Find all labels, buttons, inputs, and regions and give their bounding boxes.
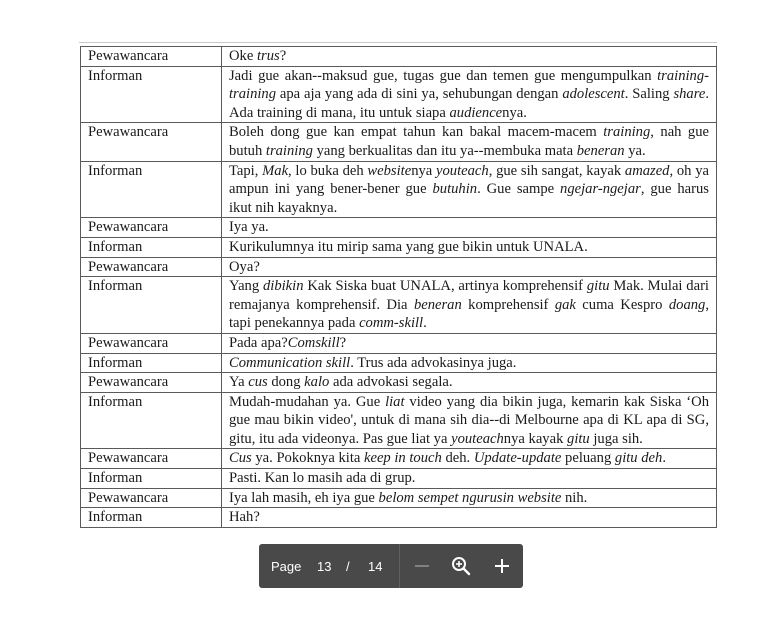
speaker-cell: Pewawancara: [81, 373, 222, 393]
italic-text-segment: gitu: [567, 430, 590, 447]
italic-text-segment: Mak: [262, 162, 289, 179]
text-segment: cuma Kespro: [575, 296, 669, 313]
current-page-number[interactable]: 13: [317, 559, 332, 574]
italic-text-segment: gitu deh: [614, 450, 663, 467]
speaker-cell: Informan: [81, 353, 222, 373]
speaker-cell: Pewawancara: [81, 123, 222, 161]
utterance-cell: [222, 161, 717, 218]
italic-text-segment: liat: [385, 393, 405, 410]
transcript-row: [81, 449, 717, 469]
text-segment: , oh ya ampun ini yang bener-bener gue: [229, 162, 709, 198]
italic-text-segment: Comskill: [287, 334, 340, 351]
utterance-cell: [222, 47, 717, 67]
text-segment: Mudah-mudahan ya. Gue: [229, 393, 386, 410]
italic-text-segment: Update-update: [473, 450, 562, 467]
zoom-out-button[interactable]: [409, 553, 435, 579]
text-segment: yang berkualitas dan itu ya--membuka mata: [312, 142, 577, 159]
text-segment: nya kayak: [503, 430, 568, 447]
speaker-cell: Informan: [81, 392, 222, 449]
text-segment: Tapi,: [229, 162, 263, 179]
speaker-cell: Pewawancara: [81, 218, 222, 238]
text-segment: , lo buka deh: [288, 162, 368, 179]
text-segment: peluang: [561, 450, 615, 467]
text-segment: nya: [411, 162, 437, 179]
italic-text-segment: adolescent: [562, 86, 625, 103]
text-segment: . Saling: [624, 86, 674, 103]
transcript-row: [81, 333, 717, 353]
utterance-cell: [222, 353, 717, 373]
speaker-cell: Informan: [81, 277, 222, 334]
transcript-row: [81, 277, 717, 334]
text-segment: ya. Pokoknya kita: [251, 450, 364, 467]
text-segment: , tapi penekannya pada: [229, 296, 709, 332]
text-segment: Kurikulumnya itu mirip sama yang gue bikin untuk UNALA.: [229, 238, 588, 255]
toolbar-divider: [399, 544, 400, 588]
utterance-cell: [222, 488, 717, 508]
utterance-cell: [222, 218, 717, 238]
utterance-cell: [222, 469, 717, 489]
total-pages: 14: [368, 559, 383, 574]
speaker-cell: Informan: [81, 469, 222, 489]
text-segment: , gue sih sangat, kayak: [488, 162, 625, 179]
plus-icon: [489, 553, 515, 579]
italic-text-segment: Cus: [229, 450, 252, 467]
italic-text-segment: youteach: [451, 430, 504, 447]
transcript-row: [81, 218, 717, 238]
italic-text-segment: cus: [248, 374, 268, 391]
utterance-cell: [222, 373, 717, 393]
speaker-cell: Pewawancara: [81, 449, 222, 469]
utterance-cell: [222, 333, 717, 353]
italic-text-segment: belom sempet ngurusin website: [378, 489, 562, 506]
text-segment: .: [423, 315, 427, 332]
minus-icon: [409, 553, 435, 579]
italic-text-segment: doang: [668, 296, 706, 313]
speaker-cell: Pewawancara: [81, 333, 222, 353]
page-label: Page: [271, 559, 302, 574]
transcript-row: [81, 508, 717, 528]
text-segment: deh.: [441, 450, 474, 467]
utterance-cell: [222, 508, 717, 528]
italic-text-segment: gak: [554, 296, 576, 313]
italic-text-segment: amazed: [624, 162, 670, 179]
utterance-cell: [222, 277, 717, 334]
text-segment: dong: [267, 374, 305, 391]
fit-zoom-button[interactable]: [448, 553, 474, 579]
italic-text-segment: keep in touch: [364, 450, 442, 467]
text-segment: Oke: [229, 48, 257, 64]
italic-text-segment: training-training: [229, 67, 709, 103]
text-segment: Oya?: [229, 258, 260, 275]
utterance-cell: [222, 123, 717, 161]
utterance-cell: [222, 392, 717, 449]
text-segment: komprehensif: [461, 296, 555, 313]
italic-text-segment: training: [265, 142, 313, 159]
zoom-magnifier-icon: [448, 553, 474, 579]
text-segment: Pada apa?: [229, 334, 288, 351]
text-segment: ?: [279, 48, 287, 64]
italic-text-segment: butuhin: [432, 181, 478, 198]
italic-text-segment: audience: [449, 104, 503, 121]
text-segment: Kak Siska buat UNALA, artinya komprehensif: [303, 278, 587, 295]
page-separator: /: [346, 559, 350, 574]
text-segment: , gue harus ikut nih kayaknya.: [229, 181, 709, 216]
text-segment: Hah?: [229, 509, 260, 526]
text-segment: Jadi gue akan--maksud gue, tugas gue dan temen gue mengumpulkan: [229, 67, 658, 84]
text-segment: ada advokasi segala.: [329, 374, 453, 391]
speaker-cell: Pewawancara: [81, 488, 222, 508]
italic-text-segment: training: [603, 124, 651, 141]
italic-text-segment: share: [673, 86, 706, 103]
text-segment: . Trus ada advokasinya juga.: [350, 354, 517, 371]
italic-text-segment: beneran: [576, 142, 625, 159]
utterance-cell: [222, 66, 717, 123]
text-segment: Mak. Mulai dari remajanya komprehensif. Dia: [229, 278, 709, 313]
text-segment: ?: [339, 334, 347, 351]
text-segment: Boleh dong gue kan empat tahun kan bakal macem-macem: [229, 124, 604, 141]
speaker-cell: Pewawancara: [81, 47, 222, 67]
transcript-row: [81, 47, 717, 67]
utterance-cell: [222, 237, 717, 257]
text-segment: Iya ya.: [229, 219, 269, 236]
utterance-cell: [222, 257, 717, 277]
speaker-cell: Informan: [81, 237, 222, 257]
speaker-cell: Informan: [81, 161, 222, 218]
text-segment: , nah gue butuh: [229, 124, 709, 159]
zoom-in-button[interactable]: [489, 553, 515, 579]
interview-transcript-table: [80, 46, 717, 528]
pdf-viewer-toolbar: [259, 544, 523, 588]
text-segment: . Ada training di mana, itu untuk siapa: [229, 86, 709, 121]
text-segment: juga sih.: [589, 430, 643, 447]
transcript-row: [81, 66, 717, 123]
transcript-row: [81, 161, 717, 218]
italic-text-segment: gitu: [586, 278, 610, 295]
italic-text-segment: dibikin: [262, 278, 304, 295]
transcript-row: [81, 237, 717, 257]
text-segment: apa aja yang ada di sini ya, sehubungan dengan: [276, 86, 563, 103]
italic-text-segment: website: [367, 162, 412, 179]
transcript-row: [81, 123, 717, 161]
text-segment: ya.: [624, 142, 646, 159]
italic-text-segment: Communication skill: [229, 354, 351, 371]
transcript-row: [81, 373, 717, 393]
italic-text-segment: kalo: [304, 374, 330, 391]
italic-text-segment: comm-skill: [359, 315, 424, 332]
text-segment: nih.: [561, 489, 588, 506]
text-segment: Yang: [229, 278, 263, 295]
text-segment: .: [662, 450, 666, 467]
speaker-cell: Informan: [81, 66, 222, 123]
text-segment: Iya lah masih, eh iya gue: [229, 489, 379, 506]
italic-text-segment: youteach: [436, 162, 489, 179]
italic-text-segment: trus: [256, 48, 280, 64]
italic-text-segment: beneran: [413, 296, 462, 313]
transcript-row: [81, 488, 717, 508]
text-segment: Ya: [229, 374, 249, 391]
transcript-row: [81, 392, 717, 449]
text-segment: nya.: [502, 104, 527, 121]
transcript-row: [81, 353, 717, 373]
transcript-row: [81, 257, 717, 277]
transcript-row: [81, 469, 717, 489]
speaker-cell: Informan: [81, 508, 222, 528]
italic-text-segment: ngejar-ngejar: [560, 181, 641, 198]
speaker-cell: Pewawancara: [81, 257, 222, 277]
text-segment: . Gue sampe: [477, 181, 561, 198]
text-segment: Pasti. Kan lo masih ada di grup.: [229, 470, 416, 487]
text-segment: video yang dia bikin juga, kemarin kak Siska ‘Oh gue mau bikin video', untuk di mana sih dia--di Melbourne apa di KL apa di SG, gitu, itu ada videonya. Pas gue liat ya: [229, 393, 709, 447]
utterance-cell: [222, 449, 717, 469]
